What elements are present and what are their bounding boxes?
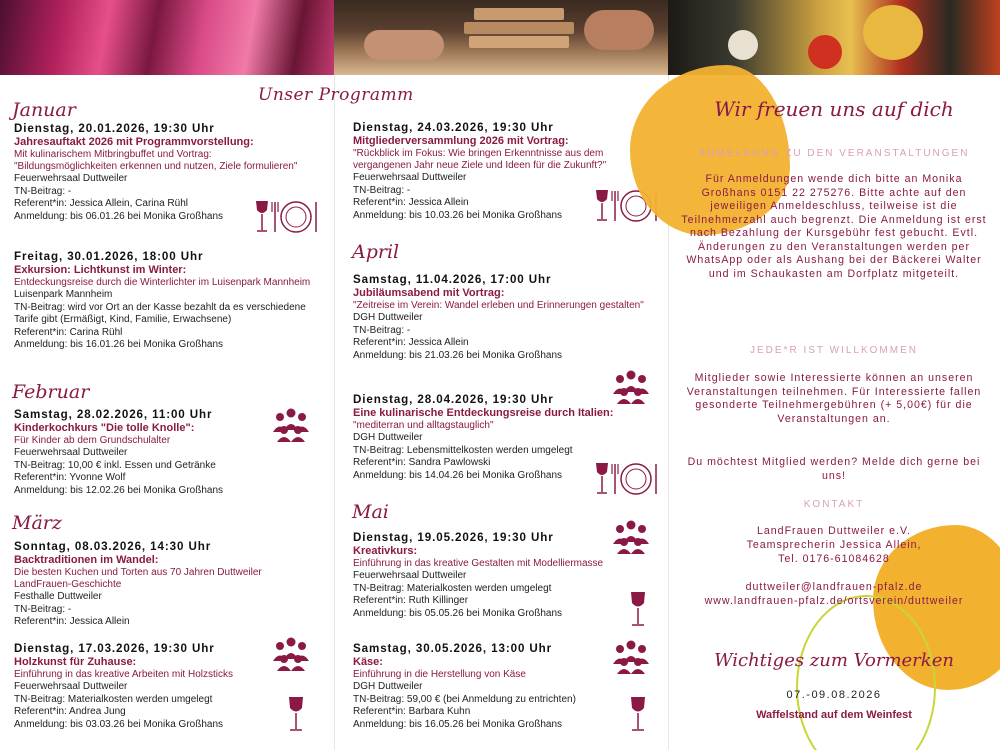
- group-people-icon: [612, 640, 650, 674]
- event-speaker: Referent*in: Andrea Jung: [14, 706, 126, 717]
- welcome-heading: Wir freuen uns auf dich: [714, 97, 954, 121]
- event-item: [14, 540, 314, 629]
- event-title: Backtraditionen im Wandel:: [14, 554, 159, 566]
- wine-glass-icon: [628, 590, 648, 630]
- event-registration: Anmeldung: bis 14.04.26 bei Monika Großhans: [353, 469, 563, 481]
- event-fee: TN-Beitrag: -: [353, 324, 411, 336]
- contact-email-link[interactable]: duttweiler@landfrauen-pfalz.de: [745, 581, 923, 593]
- contact-phone: Tel. 0176-61084628: [778, 553, 890, 565]
- event-item: [14, 642, 314, 731]
- event-item: [353, 273, 651, 362]
- event-fee: TN-Beitrag: 10,00 € inkl. Essen und Getränke: [14, 459, 216, 471]
- event-date: Dienstag, 20.01.2026, 19:30 Uhr: [14, 122, 215, 135]
- event-location: Feuerwehrsaal Duttweiler: [14, 447, 128, 458]
- registration-text: Für Anmeldungen wende dich bitte an Monika Großhans 0151 22 275276. Bitte achte auf den jeweiligen Anmeldeschluss, teilweise ist die Teilnehmerzahl auch begrenzt. Die Anmeldung ist erst nach Bezahlung der Kursgebühr fest gebucht. Evtl. Änderungen zu den Veranstaltungen werden per WhatsApp oder als Aushang bei der Bäckerei Walter und im Schaukasten am Dorfplatz mitgeteilt.: [681, 173, 987, 280]
- membership-text: Du möchtest Mitglied werden? Melde dich gerne bei uns!: [687, 456, 981, 482]
- event-item: [353, 642, 651, 731]
- program-title: Unser Programm: [258, 85, 414, 105]
- event-title: Mitgliederversammlung 2026 mit Vortrag:: [353, 135, 569, 147]
- event-date: Dienstag, 28.04.2026, 19:30 Uhr: [353, 393, 554, 406]
- event-subtitle: Entdeckungsreise durch die Winterlichter im Luisenpark Mannheim: [14, 277, 311, 288]
- reminder-event: Waffelstand auf dem Weinfest: [756, 709, 912, 721]
- event-item: [14, 250, 314, 352]
- event-registration: Anmeldung: bis 21.03.26 bei Monika Großhans: [353, 349, 563, 361]
- contact-org: LandFrauen Duttweiler e.V.: [757, 525, 911, 537]
- event-title: Jahresauftakt 2026 mit Programmvorstellung:: [14, 136, 254, 148]
- event-fee: TN-Beitrag: -: [14, 185, 72, 197]
- program-column-middle: [258, 75, 668, 750]
- event-title: Kinderkochkurs "Die tolle Knolle":: [14, 422, 195, 434]
- event-subtitle: Einführung in das kreative Arbeiten mit Holzsticks: [14, 669, 233, 680]
- welcome-text: Mitglieder sowie Interessierte können an unseren Veranstaltungen teilnehmen. Für Interessierte fallen gesonderte Teilnehmergebühren (+ 5,00€) für die Veranstaltungen an.: [686, 372, 982, 425]
- event-subtitle: "mediterran und alltagstauglich": [353, 420, 494, 431]
- event-location: Feuerwehrsaal Duttweiler: [353, 570, 467, 581]
- event-registration: Anmeldung: bis 10.03.26 bei Monika Großhans: [353, 209, 563, 221]
- month-heading-may: Mai: [352, 501, 389, 523]
- wine-glass-icon: [628, 695, 648, 735]
- event-speaker: Referent*in: Jessica Allein: [353, 337, 469, 348]
- group-people-icon: [272, 637, 310, 671]
- event-fee: TN-Beitrag: -: [14, 603, 72, 615]
- event-registration: Anmeldung: bis 16.01.26 bei Monika Großhans: [14, 339, 224, 350]
- section-caption-registration: ANMELDUNG ZU DEN VERANSTALTUNGEN: [698, 148, 970, 159]
- event-date: Dienstag, 17.03.2026, 19:30 Uhr: [14, 642, 215, 655]
- section-caption-welcome: JEDE*R IST WILLKOMMEN: [750, 345, 918, 356]
- event-subtitle: Für Kinder ab dem Grundschulalter: [14, 435, 171, 446]
- event-speaker: Referent*in: Carina Rühl: [14, 326, 123, 338]
- event-subtitle: Einführung in das kreative Gestalten mit Modelliermasse: [353, 558, 604, 569]
- event-location: Feuerwehrsaal Duttweiler: [353, 172, 467, 183]
- month-heading-march: März: [12, 512, 62, 534]
- event-title: Exkursion: Lichtkunst im Winter:: [14, 264, 187, 276]
- contact-website-link[interactable]: www.landfrauen-pfalz.de/ortsverein/duttweiler: [704, 595, 964, 607]
- section-caption-contact: KONTAKT: [803, 499, 865, 510]
- event-date: Samstag, 30.05.2026, 13:00 Uhr: [353, 642, 553, 655]
- event-title: Kreativkurs:: [353, 545, 418, 557]
- event-location: Festhalle Duttweiler: [14, 591, 102, 602]
- wine-and-dinner-icon: [592, 460, 662, 498]
- event-fee: TN-Beitrag: Materialkosten werden umgelegt: [14, 693, 213, 705]
- event-speaker: Referent*in: Jessica Allein: [353, 197, 469, 208]
- group-people-icon: [272, 408, 310, 442]
- event-subtitle: Die besten Kuchen und Torten aus 70 Jahren Duttweiler LandFrauen-Geschichte: [14, 567, 262, 590]
- event-date: Dienstag, 19.05.2026, 19:30 Uhr: [353, 531, 554, 544]
- month-heading-april: April: [352, 241, 400, 263]
- event-item: [353, 531, 651, 620]
- event-title: Jubiläumsabend mit Vortrag:: [353, 287, 505, 299]
- event-subtitle: "Rückblick im Fokus: Wie bringen Erkenntnisse aus dem vergangenen Jahr neue Ziele und Ideen für die Zukunft?": [353, 148, 607, 171]
- event-speaker: Referent*in: Barbara Kuhn: [353, 706, 471, 717]
- event-location: Feuerwehrsaal Duttweiler: [14, 173, 128, 184]
- event-speaker: Referent*in: Sandra Pawlowski: [353, 457, 491, 468]
- group-people-icon: [612, 520, 650, 554]
- reminder-date: 07.-09.08.2026: [786, 689, 882, 701]
- header-photo-food: [668, 0, 1000, 75]
- event-fee: TN-Beitrag: Lebensmittelkosten werden umgelegt: [353, 444, 573, 456]
- event-fee: TN-Beitrag: Materialkosten werden umgelegt: [353, 582, 552, 594]
- header-photo-flowers: [0, 0, 334, 75]
- event-registration: Anmeldung: bis 06.01.26 bei Monika Großhans: [14, 210, 224, 222]
- reminder-heading: Wichtiges zum Vormerken: [714, 650, 954, 671]
- event-registration: Anmeldung: bis 05.05.26 bei Monika Großhans: [353, 607, 563, 619]
- month-heading-january: Januar: [12, 99, 76, 121]
- event-location: DGH Duttweiler: [353, 312, 423, 323]
- event-title: Holzkunst für Zuhause:: [14, 656, 137, 668]
- wine-and-dinner-icon: [252, 198, 322, 236]
- program-column-left: [0, 75, 334, 750]
- event-subtitle: Einführung in die Herstellung von Käse: [353, 669, 526, 680]
- header-photo-blocks: [334, 0, 668, 75]
- event-registration: Anmeldung: bis 12.02.26 bei Monika Großhans: [14, 484, 224, 496]
- event-speaker: Referent*in: Jessica Allein, Carina Rühl: [14, 198, 188, 209]
- event-date: Dienstag, 24.03.2026, 19:30 Uhr: [353, 121, 554, 134]
- event-fee: TN-Beitrag: wird vor Ort an der Kasse bezahlt da es verschiedene Tarife gibt (Ermäßigt, Kind, Familie, Erwachsene): [14, 301, 306, 325]
- event-subtitle: Mit kulinarischem Mitbringbuffet und Vortrag: "Bildungsmöglichkeiten erkennen und nutzen, Ziele formulieren": [14, 149, 298, 172]
- event-fee: TN-Beitrag: 59,00 € (bei Anmeldung zu entrichten): [353, 693, 576, 705]
- event-date: Samstag, 28.02.2026, 11:00 Uhr: [14, 408, 213, 421]
- event-location: Feuerwehrsaal Duttweiler: [14, 681, 128, 692]
- event-subtitle: "Zeitreise im Verein: Wandel erleben und Erinnerungen gestalten": [353, 300, 644, 311]
- event-fee: TN-Beitrag: -: [353, 184, 411, 196]
- event-location: DGH Duttweiler: [353, 432, 423, 443]
- event-location: DGH Duttweiler: [353, 681, 423, 692]
- event-speaker: Referent*in: Yvonne Wolf: [14, 472, 126, 483]
- event-speaker: Referent*in: Jessica Allein: [14, 616, 130, 627]
- event-registration: Anmeldung: bis 03.03.26 bei Monika Großhans: [14, 718, 224, 730]
- event-location: Luisenpark Mannheim: [14, 289, 113, 300]
- event-date: Freitag, 30.01.2026, 18:00 Uhr: [14, 250, 204, 263]
- contact-person: Teamsprecherin Jessica Allein,: [746, 539, 922, 551]
- event-registration: Anmeldung: bis 16.05.26 bei Monika Großhans: [353, 718, 563, 730]
- wine-glass-icon: [286, 695, 306, 735]
- event-title: Eine kulinarische Entdeckungsreise durch Italien:: [353, 407, 614, 419]
- event-title: Käse:: [353, 656, 383, 668]
- info-column-right: [668, 75, 1000, 750]
- event-speaker: Referent*in: Ruth Killinger: [353, 595, 469, 606]
- event-date: Sonntag, 08.03.2026, 14:30 Uhr: [14, 540, 212, 553]
- month-heading-february: Februar: [12, 381, 90, 403]
- event-item: [14, 408, 314, 497]
- event-date: Samstag, 11.04.2026, 17:00 Uhr: [353, 273, 552, 286]
